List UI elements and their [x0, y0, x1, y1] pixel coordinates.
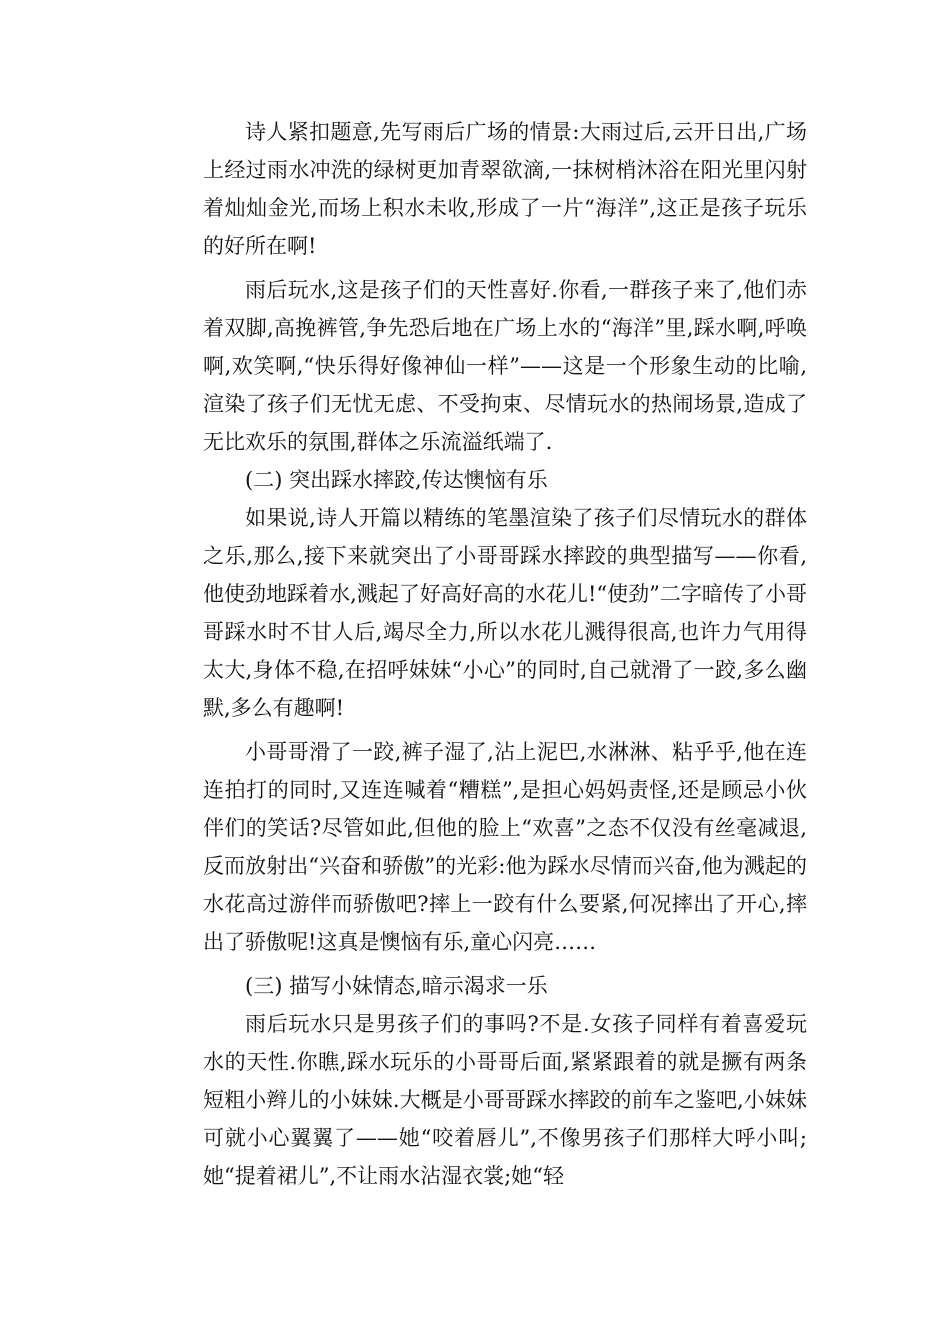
paragraph-2: 雨后玩水,这是孩子们的天性喜好.你看,一群孩子来了,他们赤着双脚,高挽裤管,争先恐后地在广场上水的“海洋”里,踩水啊,呼唤啊,欢笑啊,“快乐得好像神仙一样”——这是一个形象生动的比喻,渲染了孩子们无忧无虑、不受拘束、尽情玩水的热闹场景,造成了无比欢乐的氛围,群体之乐流溢纸端了.: [203, 278, 807, 454]
paragraph-1: 诗人紧扣题意,先写雨后广场的情景:大雨过后,云开日出,广场上经过雨水冲洗的绿树更加青翠欲滴,一抹树梢沐浴在阳光里闪射着灿灿金光,而场上积水未收,形成了一片“海洋”,这正是孩子玩乐的好所在啊!: [203, 120, 807, 258]
document-body: [203, 113, 807, 1195]
paragraph-4: 小哥哥滑了一跤,裤子湿了,沾上泥巴,水淋淋、粘乎乎,他在连连拍打的同时,又连连喊着“糟糕”,是担心妈妈责怪,还是顾忌小伙伴们的笑话?尽管如此,但他的脸上“欢喜”之态不仅没有丝毫减退,反而放射出“兴奋和骄傲”的光彩:他为踩水尽情而兴奋,他为溅起的水花高过游伴而骄傲吧?摔上一跤有什么要紧,何况摔出了开心,摔出了骄傲呢!这真是懊恼有乐,童心闪亮……: [203, 740, 807, 954]
paragraph-3: 如果说,诗人开篇以精练的笔墨渲染了孩子们尽情玩水的群体之乐,那么,接下来就突出了小哥哥踩水摔跤的典型描写——你看,他使劲地踩着水,溅起了好高好高的水花儿!“使劲”二字暗传了小哥哥踩水时不甘人后,竭尽全力,所以水花儿溅得很高,也许力气用得太大,身体不稳,在招呼妹妹“小心”的同时,自己就滑了一跤,多么幽默,多么有趣啊!: [203, 506, 807, 720]
section-heading-2: (二) 突出踩水摔跤,传达懊恼有乐: [245, 468, 548, 492]
paragraph-5: 雨后玩水只是男孩子们的事吗?不是.女孩子同样有着喜爱玩水的天性.你瞧,踩水玩乐的小哥哥后面,紧紧跟着的就是撅有两条短粗小辫儿的小妹妹.大概是小哥哥踩水摔跤的前车之鉴吧,小妹妹可就小心翼翼了——她“咬着唇儿”,不像男孩子们那样大呼小叫;她“提着裙儿”,不让雨水沾湿衣裳;她“轻: [203, 1012, 807, 1188]
section-heading-3: (三) 描写小妹情态,暗示渴求一乐: [245, 974, 548, 998]
